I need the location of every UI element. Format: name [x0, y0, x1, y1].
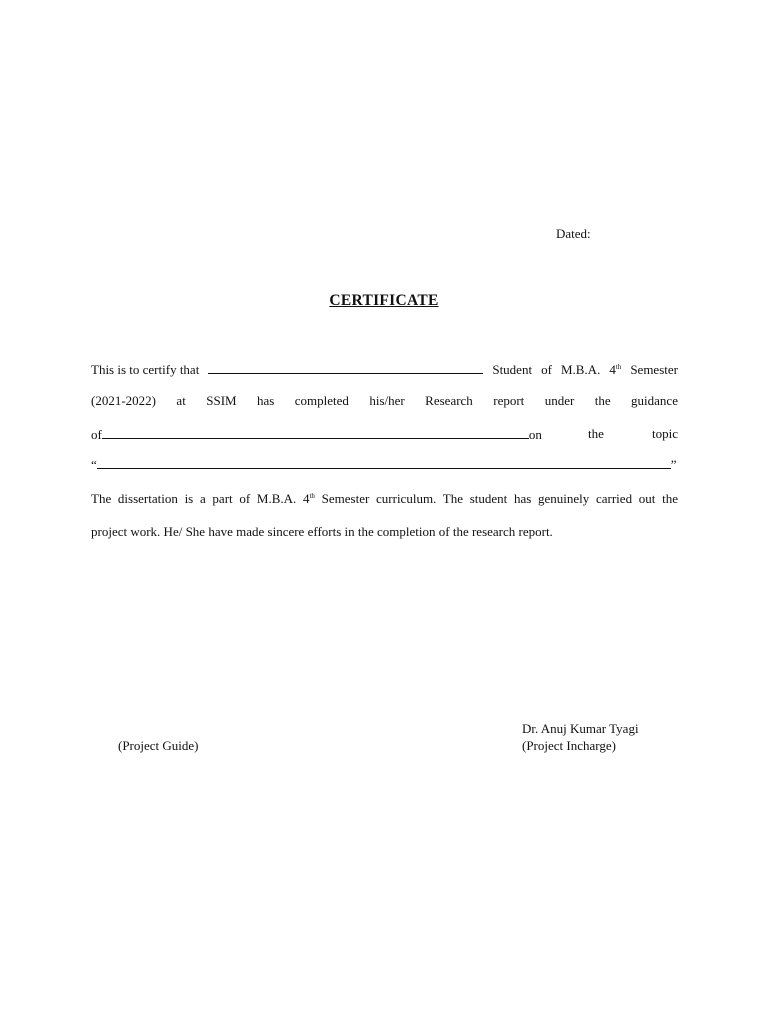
course-name: M.B.A. [560, 362, 601, 377]
dated-label: Dated: [556, 226, 591, 241]
student-word: Student [492, 362, 533, 377]
semester-word: Semester [630, 362, 678, 377]
of-guide-prefix: of on [91, 427, 542, 442]
topic-word: topic [652, 426, 678, 441]
guide-name-blank [102, 426, 529, 439]
line2-word: completed [294, 393, 349, 408]
certify-text: This is to certify that [91, 362, 200, 377]
line2-word: has [257, 393, 275, 408]
line2-word: Research [425, 393, 473, 408]
incharge-role: (Project Incharge) [522, 738, 616, 753]
line2-word: the [594, 393, 611, 408]
topic-blank [97, 456, 671, 469]
project-incharge-block [522, 720, 639, 754]
line2-word: his/her [369, 393, 405, 408]
semester-suffix: th [615, 363, 622, 371]
line2-word: guidance [631, 393, 678, 408]
project-guide-label: (Project Guide) [118, 738, 199, 753]
body-line-2 [91, 393, 678, 411]
incharge-name: Dr. Anuj Kumar Tyagi [522, 721, 639, 736]
line2-word: SSIM [206, 393, 237, 408]
efforts-sentence: project work. He/ She have made sincere efforts in the completion of the research report. [91, 524, 553, 539]
student-name-blank [208, 361, 483, 374]
certificate-title: CERTIFICATE [329, 292, 439, 309]
line2-word: at [176, 393, 186, 408]
body-line-5 [91, 491, 678, 509]
line2-word: under [544, 393, 575, 408]
open-quote: “ [91, 457, 97, 472]
line2-word: (2021-2022) [91, 393, 156, 408]
dissertation-sentence: The dissertation is a part of M.B.A. 4th Semester curriculum. The student has genuinely carried out the [91, 491, 678, 506]
line2-word: report [493, 393, 525, 408]
body-line-6 [91, 524, 678, 542]
semester-number: 4th [609, 362, 622, 377]
body-line-4 [91, 456, 678, 474]
close-quote: ” [670, 457, 677, 472]
body-line-1 [91, 361, 678, 379]
body-line-3 [91, 426, 678, 444]
topic-blank-line [91, 456, 677, 473]
on-word: on [528, 427, 542, 442]
of-word: of [541, 362, 552, 377]
the-word: the [588, 426, 604, 441]
